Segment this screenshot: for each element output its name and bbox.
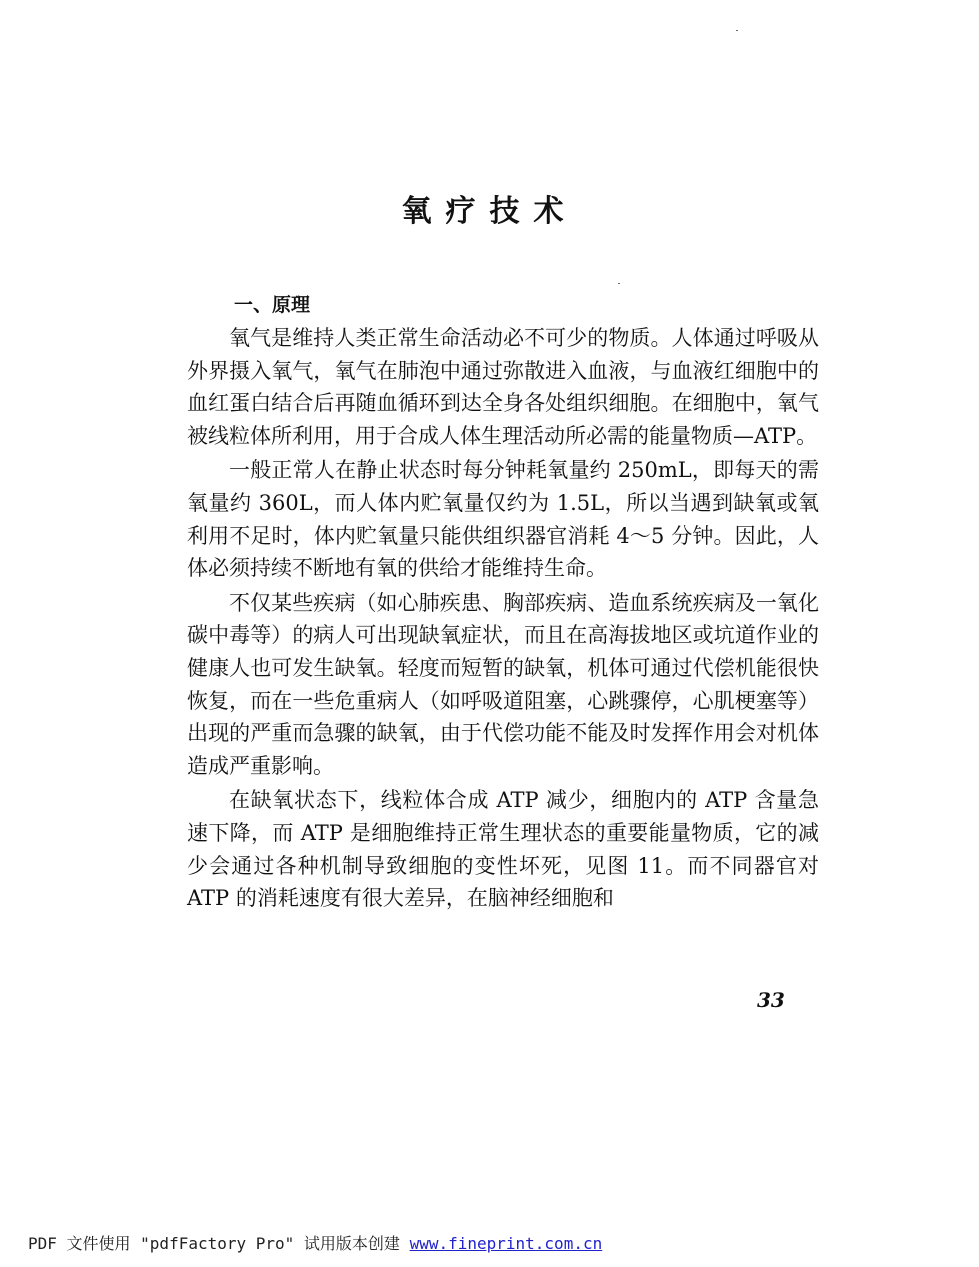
paragraph: 一般正常人在静止状态时每分钟耗氧量约 250mL，即每天的需氧量约 360L，而人体内贮氧量仅约为 1.5L，所以当遇到缺氧或氧利用不足时，体内贮氧量只能供组织器官消耗 4～5 分钟。因此，人体必须持续不断地有氧的供给才能维持生命。 xyxy=(187,458,819,581)
page-title: 氧疗技术 xyxy=(401,194,578,229)
paragraph: 在缺氧状态下，线粒体合成 ATP 减少，细胞内的 ATP 含量急速下降，而 ATP 是细胞维持正常生理状态的重要能量物质，它的减少会通过各种机制导致细胞的变性坏死，见图 11。而不同器官对 ATP 的消耗速度有很大差异，在脑神经细胞和 xyxy=(187,788,819,911)
paragraph: 氧气是维持人类正常生命活动必不可少的物质。人体通过呼吸从外界摄入氧气，氧气在肺泡中通过弥散进入血液，与血液红细胞中的血红蛋白结合后再随血循环到达全身各处组织细胞。在细胞中，氧气被线粒体所利用，用于合成人体生理活动所必需的能量物质—ATP。 xyxy=(187,326,819,448)
footer-link[interactable]: www.fineprint.com.cn xyxy=(409,1234,603,1253)
scan-speck xyxy=(736,30,738,31)
section-heading: 一、原理 xyxy=(234,294,311,316)
body-text xyxy=(187,322,819,917)
paragraph: 不仅某些疾病（如心肺疾患、胸部疾病、造血系统疾病及一氧化碳中毒等）的病人可出现缺氧症状，而且在高海拔地区或坑道作业的健康人也可发生缺氧。轻度而短暂的缺氧，机体可通过代偿机能很快恢复，而在一些危重病人（如呼吸道阻塞，心跳骤停，心肌梗塞等）出现的严重而急骤的缺氧，由于代偿功能不能及时发挥作用会对机体造成严重影响。 xyxy=(187,590,819,778)
pdf-footer xyxy=(28,1231,602,1254)
scan-speck xyxy=(618,283,620,284)
page-number: 33 xyxy=(757,988,785,1012)
footer-text: PDF 文件使用 "pdfFactory Pro" 试用版本创建 xyxy=(28,1234,410,1253)
